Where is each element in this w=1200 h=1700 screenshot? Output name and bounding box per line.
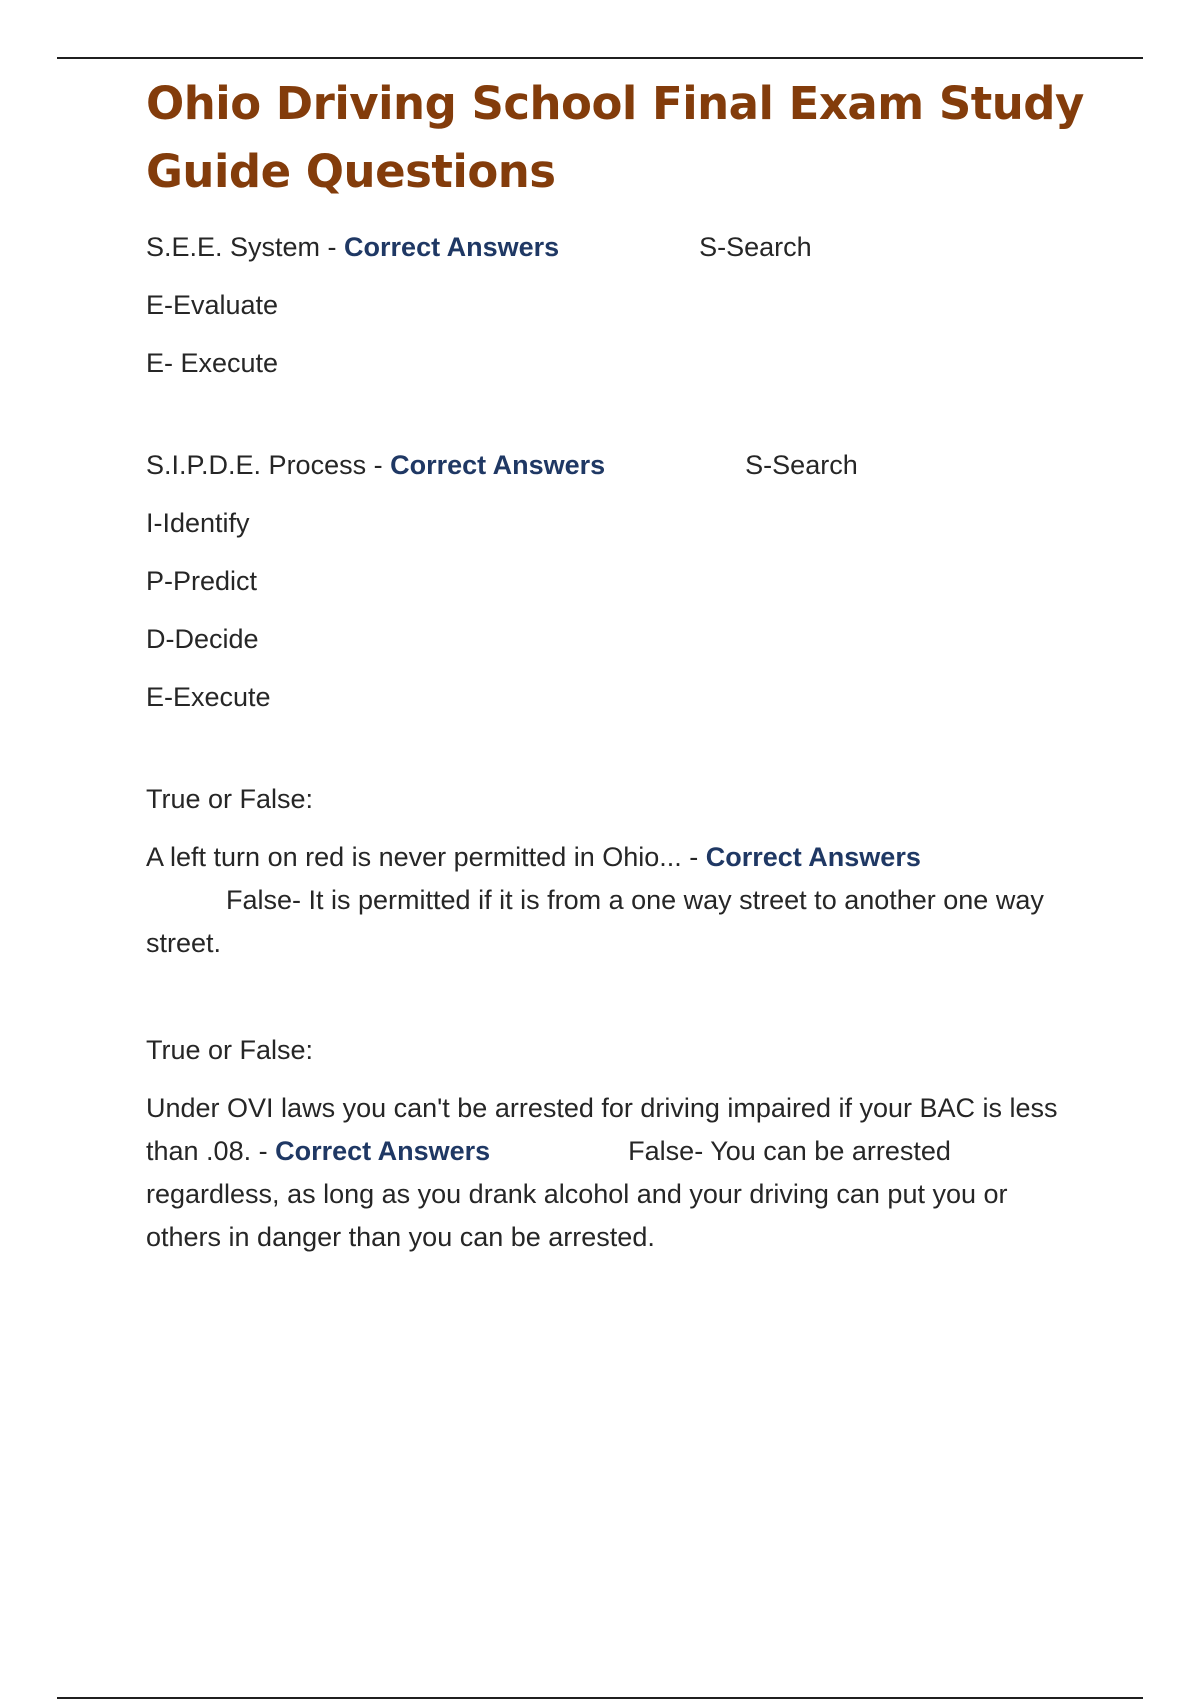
top-rule <box>57 57 1143 59</box>
question-text: A left turn on red is never permitted in Ohio... - <box>146 842 706 872</box>
question-see-system <box>146 226 1086 384</box>
bottom-rule <box>57 1697 1143 1699</box>
question-prefix: True or False: <box>146 1035 314 1065</box>
question-paragraph <box>146 1087 1086 1259</box>
question-prefix: True or False: <box>146 784 314 814</box>
correct-answers-label: Correct Answers <box>275 1136 491 1166</box>
question-line <box>146 444 1086 486</box>
answer-line: E-Evaluate <box>146 290 279 320</box>
spacer <box>146 718 1086 778</box>
question-left-turn-on-red <box>146 778 1086 965</box>
document-title: Ohio Driving School Final Exam Study Guide Questions <box>146 77 1084 198</box>
question-sipde-process <box>146 444 1086 718</box>
question-text: Under OVI laws you can't be arrested for driving impaired if your BAC is less than .08. - <box>146 1093 1058 1166</box>
correct-answers-label: Correct Answers <box>705 842 921 872</box>
question-paragraph <box>146 836 1086 965</box>
correct-answers-label: Correct Answers <box>390 450 606 480</box>
question-text: S.E.E. System - <box>146 232 345 262</box>
answer-text: False- It is permitted if it is from a one way street to another one way street. <box>146 885 1044 958</box>
answer-line: S-Search <box>699 232 812 262</box>
answer-line: P-Predict <box>146 566 258 596</box>
answer-line: D-Decide <box>146 624 259 654</box>
answer-line: E- Execute <box>146 348 279 378</box>
answer-line: E-Execute <box>146 682 271 712</box>
spacer <box>146 384 1086 444</box>
question-ovi-laws <box>146 1029 1086 1259</box>
document-body <box>146 70 1086 1259</box>
answer-text: False- You can be arrested regardless, as long as you drank alcohol and your driving can put you or others in danger than you can be arrested. <box>146 1136 1008 1252</box>
question-line <box>146 226 1086 268</box>
correct-answers-label: Correct Answers <box>344 232 560 262</box>
spacer <box>146 965 1086 1029</box>
answer-line: I-Identify <box>146 508 250 538</box>
answer-line: S-Search <box>745 450 858 480</box>
question-text: S.I.P.D.E. Process - <box>146 450 391 480</box>
